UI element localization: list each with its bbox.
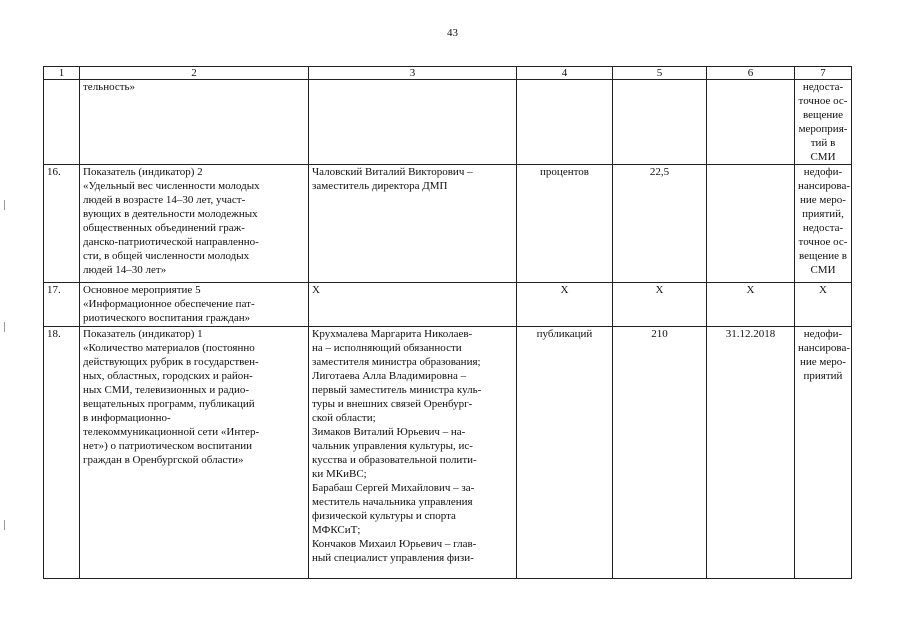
- margin-mark: [4, 322, 5, 332]
- column-number: 5: [613, 67, 707, 80]
- value-cell: 22,5: [613, 165, 707, 283]
- column-number-row: [44, 67, 852, 80]
- table-row: [44, 327, 852, 579]
- indicator-name: Основное мероприятие 5 «Информационное обеспечение пат- риотического воспитания граждан»: [80, 283, 309, 327]
- column-number: 6: [707, 67, 795, 80]
- value-cell: X: [613, 283, 707, 327]
- unit-cell: процентов: [517, 165, 613, 283]
- table-row: [44, 283, 852, 327]
- responsible-persons: Крухмалева Маргарита Николаев- на – исполняющий обязанности заместителя министра образования; Лиготаева Алла Владимировна – первый заместитель министра куль- туры и внешних связей Оренбург- ской области; Зимаков Виталий Юрьевич – на- чальник управления культуры, ис- кусства и образовательной полити- ки МКиВС; Барабаш Сергей Михайлович – за- меститель начальника управления физической культуры и спорта МФКСиТ; Кончаков Михаил Юрьевич – глав- ный специалист управления физи-: [309, 327, 517, 579]
- column-number: 1: [44, 67, 80, 80]
- column-number: 3: [309, 67, 517, 80]
- date-cell: [707, 165, 795, 283]
- row-number: 16.: [44, 165, 80, 283]
- date-cell: 31.12.2018: [707, 327, 795, 579]
- table-row: [44, 165, 852, 283]
- margin-mark: [4, 520, 5, 530]
- responsible-persons: X: [309, 283, 517, 327]
- column-number: 2: [80, 67, 309, 80]
- document-table: [43, 66, 852, 579]
- table-row: [44, 80, 852, 165]
- risk-cell: X: [795, 283, 852, 327]
- margin-mark: [4, 200, 5, 210]
- responsible-persons: Чаловский Виталий Викторович – заместитель директора ДМП: [309, 165, 517, 283]
- unit-cell: [517, 80, 613, 165]
- date-cell: X: [707, 283, 795, 327]
- risk-cell: недоста- точное ос- вещение мероприя- тий в СМИ: [795, 80, 852, 165]
- unit-cell: X: [517, 283, 613, 327]
- row-number: 18.: [44, 327, 80, 579]
- row-number: 17.: [44, 283, 80, 327]
- indicator-name: тельность»: [80, 80, 309, 165]
- indicator-name: Показатель (индикатор) 1 «Количество материалов (постоянно действующих рубрик в государствен- ных, областных, городских и район- ных СМИ, телевизионных и радио- вещательных программ, публикаций в информационно- телекоммуникационной сети «Интер- нет») о патриотическом воспитании граждан в Оренбургской области»: [80, 327, 309, 579]
- row-number: [44, 80, 80, 165]
- risk-cell: недофи- нансирова- ние меро- приятий: [795, 327, 852, 579]
- responsible-persons: [309, 80, 517, 165]
- page-number: 43: [447, 27, 458, 39]
- risk-cell: недофи- нансирова- ние меро- приятий, недоста- точное ос- вещение в СМИ: [795, 165, 852, 283]
- column-number: 7: [795, 67, 852, 80]
- indicator-name: Показатель (индикатор) 2 «Удельный вес численности молодых людей в возрасте 14–30 лет, участ- вующих в деятельности молодежных общественных объединений граж- данско-патриотической направленно- сти, в общей численности молодых людей 14–30 лет»: [80, 165, 309, 283]
- date-cell: [707, 80, 795, 165]
- value-cell: 210: [613, 327, 707, 579]
- value-cell: [613, 80, 707, 165]
- unit-cell: публикаций: [517, 327, 613, 579]
- column-number: 4: [517, 67, 613, 80]
